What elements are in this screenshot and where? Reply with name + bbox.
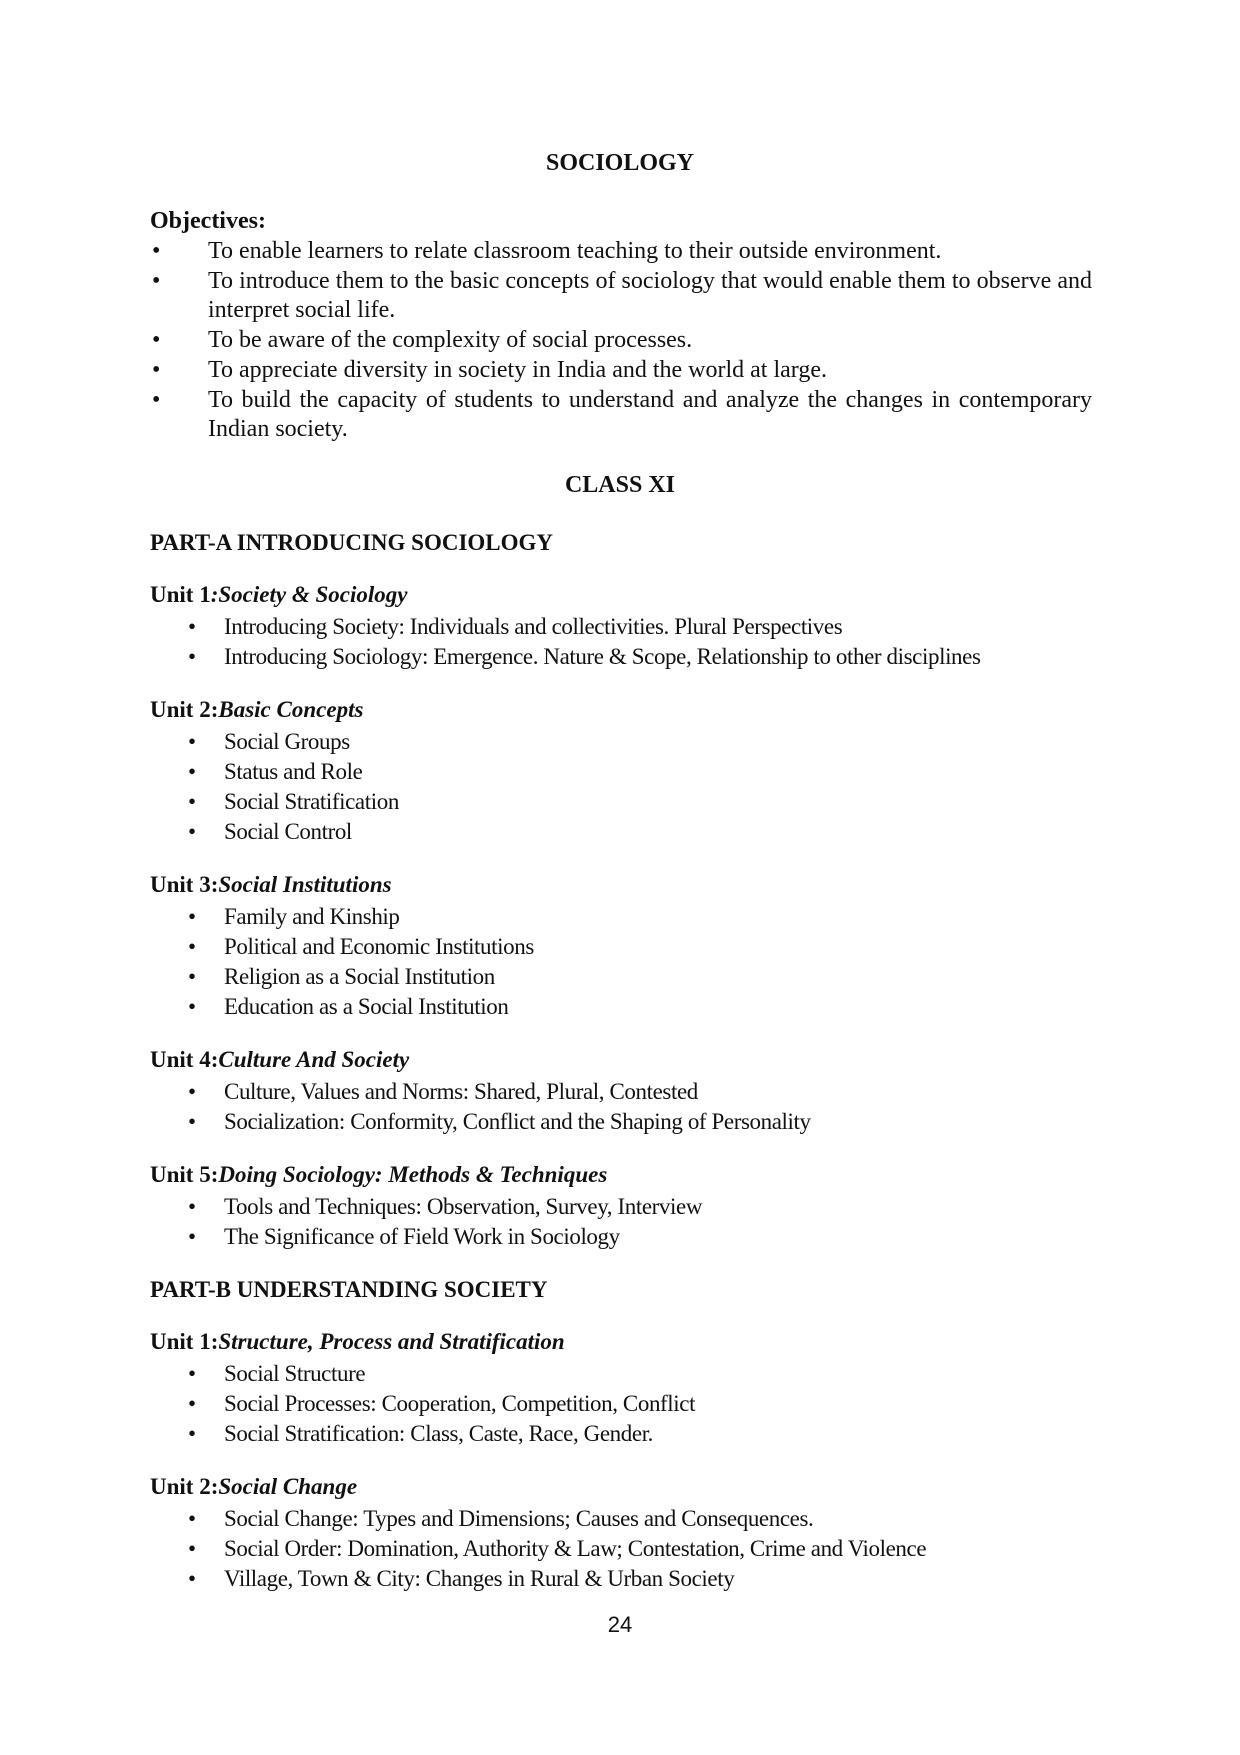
objective-item	[150, 356, 1092, 385]
page-number: 24	[607, 1612, 633, 1637]
bullet-icon: •	[188, 819, 196, 844]
unit-separator: :	[210, 582, 219, 607]
topic-text: The Significance of Field Work in Sociology	[224, 1224, 620, 1249]
topic-item	[150, 817, 1110, 847]
topic-text: Education as a Social Institution	[224, 994, 509, 1019]
topic-list	[150, 612, 1110, 672]
unit-section	[150, 1328, 1110, 1449]
unit-separator: :	[210, 1162, 219, 1187]
bullet-icon: •	[152, 387, 161, 413]
objective-text: To build the capacity of students to understand and analyze the changes in contemporary Indian society.	[208, 387, 1092, 442]
bullet-icon: •	[188, 1506, 196, 1531]
topic-item	[150, 787, 1110, 817]
bullet-icon: •	[152, 327, 161, 353]
topic-text: Status and Role	[224, 759, 363, 784]
unit-label: Unit 2	[150, 1474, 211, 1499]
unit-title: Society & Sociology	[218, 582, 408, 607]
unit-title: Social Institutions	[218, 872, 392, 897]
objective-text: To enable learners to relate classroom teaching to their outside environment.	[208, 238, 942, 264]
unit-label: Unit 2	[150, 697, 211, 722]
topic-item	[150, 1419, 1110, 1449]
topic-item	[150, 1077, 1110, 1107]
bullet-icon: •	[188, 644, 196, 669]
topic-item	[150, 612, 1110, 642]
bullet-icon: •	[188, 994, 196, 1019]
bullet-icon: •	[188, 1079, 196, 1104]
unit-separator: :	[210, 872, 219, 897]
topic-text: Social Stratification: Class, Caste, Race, Gender.	[224, 1421, 654, 1446]
bullet-icon: •	[188, 1361, 196, 1386]
unit-section	[150, 1046, 1110, 1137]
unit-separator: :	[210, 1047, 219, 1072]
bullet-icon: •	[188, 1224, 196, 1249]
bullet-icon: •	[188, 1421, 196, 1446]
topic-text: Village, Town & City: Changes in Rural & Urban Society	[224, 1566, 735, 1591]
topic-text: Introducing Society: Individuals and collectivities. Plural Perspectives	[224, 614, 843, 639]
unit-separator: :	[210, 697, 219, 722]
class-title: CLASS XI	[564, 472, 676, 498]
topic-item	[150, 1389, 1110, 1419]
topic-text: Social Order: Domination, Authority & Law; Contestation, Crime and Violence	[224, 1536, 927, 1561]
topic-item	[150, 902, 1110, 932]
objectives-list	[150, 237, 1092, 444]
page-title: SOCIOLOGY	[545, 150, 695, 176]
unit-label: Unit 1	[150, 582, 211, 607]
objective-item	[150, 267, 1092, 325]
unit-heading	[150, 871, 1110, 899]
unit-title: Doing Sociology: Methods & Techniques	[218, 1162, 608, 1187]
unit-title: Basic Concepts	[218, 697, 364, 722]
unit-heading	[150, 1161, 1110, 1189]
topic-text: Family and Kinship	[224, 904, 400, 929]
topic-item	[150, 1107, 1110, 1137]
unit-heading	[150, 1046, 1110, 1074]
unit-section	[150, 696, 1110, 847]
topic-item	[150, 932, 1110, 962]
topic-item	[150, 1359, 1110, 1389]
unit-heading	[150, 1473, 1110, 1501]
unit-title: Structure, Process and Stratification	[218, 1329, 565, 1354]
topic-text: Introducing Sociology: Emergence. Nature & Scope, Relationship to other disciplines	[224, 644, 981, 669]
unit-section	[150, 871, 1110, 1022]
objective-text: To appreciate diversity in society in India and the world at large.	[208, 357, 828, 383]
topic-item	[150, 1192, 1110, 1222]
bullet-icon: •	[152, 357, 161, 383]
bullet-icon: •	[188, 934, 196, 959]
objective-text: To be aware of the complexity of social processes.	[208, 327, 693, 353]
topic-list	[150, 1359, 1110, 1449]
topic-text: Social Stratification	[224, 789, 399, 814]
syllabus-content	[150, 529, 1110, 1618]
topic-text: Social Change: Types and Dimensions; Causes and Consequences.	[224, 1506, 814, 1531]
topic-list	[150, 727, 1110, 847]
topic-item	[150, 757, 1110, 787]
objectives-section	[150, 207, 1092, 445]
unit-title: Culture And Society	[218, 1047, 410, 1072]
bullet-icon: •	[188, 1391, 196, 1416]
bullet-icon: •	[188, 789, 196, 814]
topic-text: Political and Economic Institutions	[224, 934, 534, 959]
unit-label: Unit 1	[150, 1329, 211, 1354]
objectives-heading: Objectives:	[150, 208, 266, 234]
topic-item	[150, 992, 1110, 1022]
bullet-icon: •	[188, 729, 196, 754]
objective-item	[150, 326, 1092, 355]
topic-list	[150, 1504, 1110, 1594]
unit-section	[150, 1161, 1110, 1252]
unit-label: Unit 4	[150, 1047, 211, 1072]
unit-label: Unit 5	[150, 1162, 211, 1187]
topic-list	[150, 1077, 1110, 1137]
topic-item	[150, 1222, 1110, 1252]
topic-item	[150, 727, 1110, 757]
topic-item	[150, 962, 1110, 992]
bullet-icon: •	[188, 1536, 196, 1561]
bullet-icon: •	[188, 1194, 196, 1219]
unit-section	[150, 1473, 1110, 1594]
unit-heading	[150, 1328, 1110, 1356]
unit-label: Unit 3	[150, 872, 211, 897]
bullet-icon: •	[188, 1566, 196, 1591]
objective-item	[150, 386, 1092, 444]
unit-separator: :	[210, 1329, 219, 1354]
topic-text: Social Processes: Cooperation, Competition, Conflict	[224, 1391, 696, 1416]
objective-item	[150, 237, 1092, 266]
bullet-icon: •	[152, 268, 161, 294]
unit-heading	[150, 581, 1110, 609]
topic-text: Social Control	[224, 819, 352, 844]
bullet-icon: •	[188, 964, 196, 989]
unit-title: Social Change	[218, 1474, 358, 1499]
topic-item	[150, 1564, 1110, 1594]
bullet-icon: •	[188, 759, 196, 784]
bullet-icon: •	[152, 238, 161, 264]
topic-list	[150, 1192, 1110, 1252]
part-heading: PART-B UNDERSTANDING SOCIETY	[150, 1277, 548, 1302]
topic-text: Social Groups	[224, 729, 350, 754]
objective-text: To introduce them to the basic concepts of sociology that would enable them to observe and interpret social life.	[208, 268, 1092, 323]
unit-separator: :	[210, 1474, 219, 1499]
topic-text: Religion as a Social Institution	[224, 964, 495, 989]
unit-section	[150, 581, 1110, 672]
topic-text: Socialization: Conformity, Conflict and the Shaping of Personality	[224, 1109, 811, 1134]
topic-list	[150, 902, 1110, 1022]
topic-item	[150, 1504, 1110, 1534]
topic-text: Social Structure	[224, 1361, 366, 1386]
unit-heading	[150, 696, 1110, 724]
bullet-icon: •	[188, 1109, 196, 1134]
bullet-icon: •	[188, 904, 196, 929]
bullet-icon: •	[188, 614, 196, 639]
topic-text: Culture, Values and Norms: Shared, Plural, Contested	[224, 1079, 698, 1104]
topic-text: Tools and Techniques: Observation, Survey, Interview	[224, 1194, 703, 1219]
topic-item	[150, 642, 1110, 672]
topic-item	[150, 1534, 1110, 1564]
part-heading: PART-A INTRODUCING SOCIOLOGY	[150, 530, 554, 555]
